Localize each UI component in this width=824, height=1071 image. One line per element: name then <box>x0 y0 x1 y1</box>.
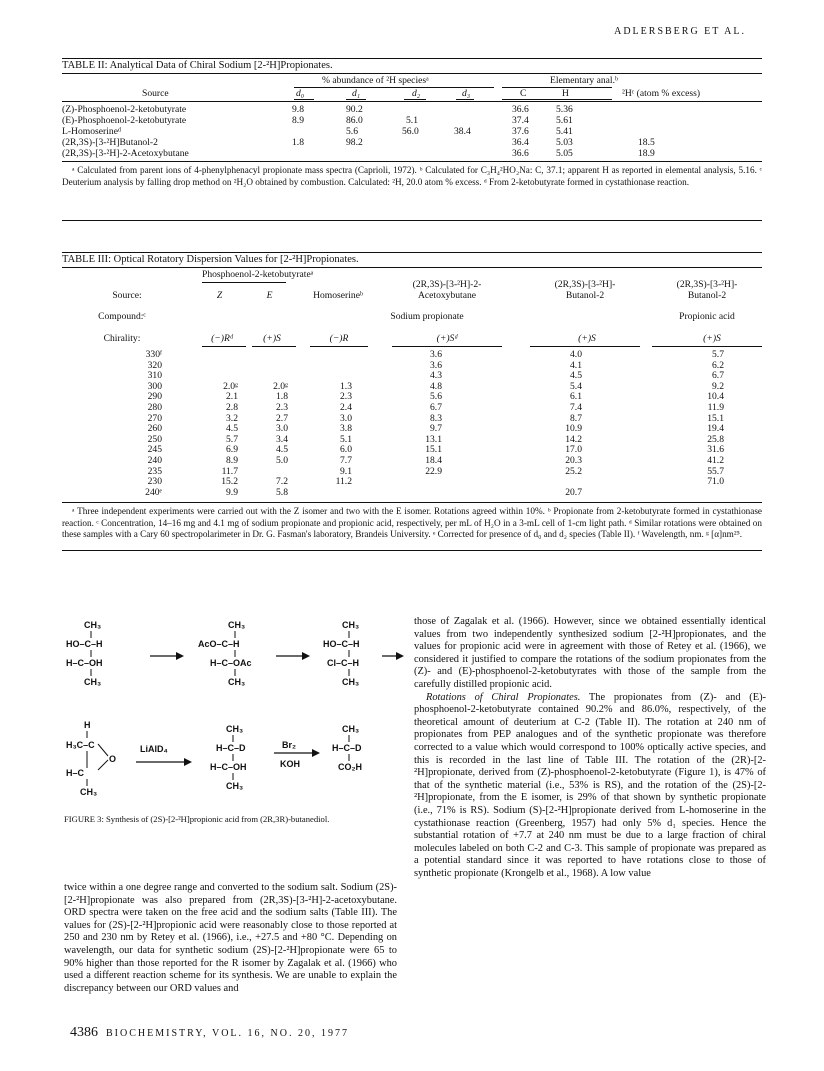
table-cell: 6.7 <box>712 370 724 382</box>
table-cell: 18.4 <box>425 454 442 466</box>
svg-text:HO–C–H: HO–C–H <box>323 639 360 649</box>
table-cell: 71.0 <box>707 476 724 488</box>
table-row <box>62 424 762 435</box>
table-cell: 4.8 <box>430 380 442 392</box>
table-3-src-butanol2-1: (2R,3S)-[3-²H]- <box>676 279 738 290</box>
table-cell: 15.1 <box>425 444 442 456</box>
table-cell: 25.8 <box>707 433 724 445</box>
table-cell: 330ᶠ <box>145 349 162 360</box>
scheme-h-c-d: H–C–D <box>216 743 246 753</box>
table-cell: 2.0ᵍ <box>273 380 288 392</box>
table-cell: 4.1 <box>570 359 582 371</box>
table-2-group-elemental: Elementary anal.ᵇ <box>550 75 618 86</box>
table-cell: 25.2 <box>565 465 582 477</box>
table-cell: 31.6 <box>707 444 724 456</box>
scheme-br2: Br₂ <box>282 740 297 750</box>
table-3-chir-acid: (+)S <box>703 333 721 344</box>
table-3-src-pep: Phosphoenol-2-ketobutyrateᵃ <box>202 269 314 280</box>
section-heading: Rotations of Chiral Propionates. <box>426 691 581 703</box>
table-cell: 9.9 <box>226 486 238 498</box>
svg-text:H–C–D: H–C–D <box>332 743 362 753</box>
scheme-aco-c-h: AcO–C–H <box>198 639 240 649</box>
table-cell: 230 <box>147 476 162 488</box>
table-cell: 8.7 <box>570 412 582 424</box>
table-cell: 3.0 <box>276 423 288 435</box>
figure-3-scheme <box>64 616 404 876</box>
table-3-src-homoserine: Homoserineᵇ <box>313 290 363 301</box>
table-cell: 4.3 <box>430 370 442 382</box>
table-row <box>62 361 762 372</box>
table-cell: 3.2 <box>226 412 238 424</box>
table-2-footnote: ᵃ Calculated from parent ions of 4-phenylphenacyl propionate mass spectra (Caprioli, 1972). ᵇ Calculated for C₃H₄²HO₂Na: C, 37.1; apparent H as reported in elemental analysis, 5.16. ᶜ Deuterium analysis by falling drop method on ²H₂O obtained by combustion. Calculated: ²H, 20.0 atom % excess. ᵈ From 2-ketobutyrate formed in cystathionase reaction. <box>62 165 762 187</box>
table-cell: 8.9 <box>226 454 238 466</box>
table-2-group-abundance: % abundance of ²H speciesᵃ <box>322 75 429 86</box>
table-row <box>62 435 762 446</box>
scheme-h-c-oh: H–C–OH <box>66 658 103 668</box>
table-cell: 3.4 <box>276 433 288 445</box>
left-paragraph: twice within a one degree range and converted to the sodium salt. Sodium (2S)-[2-²H]propionate was also prepared from (2R,3S)-[3-²H]-2-acetoxybutane. ORD spectra were taken on the free acid and the sodium salts (Table III). The values for (2S)-[2-²H]propionic acid were reasonably close to those reported at 250 and 230 nm by Retey et al. (1966), i.e., +27.5 and +80 °C. Depending on wavelength, our data for synthetic sodium (2S)-[2-²H]propionate were 65 to 90% higher than those reported for the R isomer by Zagalak et al. (1966) who used a different reaction scheme for its synthesis. We are unable to explain the discrepancy between our ORD values and <box>64 882 397 994</box>
scheme-koh: KOH <box>280 759 300 769</box>
scheme-h-top: H <box>84 720 91 730</box>
table-cell: 20.3 <box>565 454 582 466</box>
table-cell: 6.0 <box>340 444 352 456</box>
table-cell: 3.0 <box>340 412 352 424</box>
table-3-chir-acetoxy: (+)Sᵈ <box>436 333 458 344</box>
table-cell: 14.2 <box>565 433 582 445</box>
table-cell: 5.0 <box>276 454 288 466</box>
table-cell: 2.1 <box>226 391 238 403</box>
svg-text:CH₃: CH₃ <box>342 724 360 734</box>
figure-3-caption: FIGURE 3: Synthesis of (2S)-[2-²H]propionic acid from (2R,3R)-butanediol. <box>64 814 330 824</box>
table-cell: 10.4 <box>707 391 724 403</box>
table-cell: 2.4 <box>340 401 352 413</box>
table-cell: 22.9 <box>425 465 442 477</box>
table-3-src-e: E <box>266 290 273 301</box>
table-cell: 9.7 <box>430 423 442 435</box>
table-cell: 5.4 <box>570 380 582 392</box>
table-row <box>62 414 762 425</box>
table-cell: 240 <box>147 454 162 466</box>
table-3-src-label: Source: <box>112 290 142 301</box>
table-cell: 7.4 <box>570 401 582 413</box>
table-cell: 17.0 <box>565 444 582 456</box>
table-row: (2R,3S)-[3-²H]-2-Acetoxybutane 36.6 5.05 18.9 <box>62 148 655 159</box>
table-cell: 13.1 <box>425 433 442 445</box>
table-3-src-acetoxy-1: (2R,3S)-[3-²H]-2- <box>412 279 482 290</box>
table-cell: 3.6 <box>430 349 442 360</box>
table-cell: 15.1 <box>707 412 724 424</box>
table-cell: 6.2 <box>712 359 724 371</box>
table-row: (E)-Phosphoenol-2-ketobutyrate 8.9 86.0 5.1 37.4 5.61 <box>62 115 573 126</box>
table-cell: 4.5 <box>570 370 582 382</box>
table-cell: 245 <box>147 444 162 456</box>
table-2-col-source: Source <box>142 88 169 99</box>
table-cell: 11.9 <box>707 401 724 413</box>
table-3-title: TABLE III: Optical Rotatory Dispersion Values for [2-²H]Propionates. <box>62 254 359 265</box>
table-cell: 41.2 <box>707 454 724 466</box>
table-cell: 20.7 <box>565 486 582 498</box>
table-3-compound-salt: Sodium propionate <box>390 311 464 322</box>
table-cell: 5.1 <box>340 433 352 445</box>
svg-text:CH₃: CH₃ <box>226 724 244 734</box>
table-cell: 7.2 <box>276 476 288 488</box>
table-cell: 290 <box>147 391 162 403</box>
scheme-lialdh: LiAlD₄ <box>140 744 168 754</box>
table-3-chir-homoserine: (−)R <box>329 333 349 344</box>
svg-text:CH₃: CH₃ <box>226 781 244 791</box>
scheme-h-c: H–C <box>66 768 85 778</box>
table-3-compound-label: Compound:ᶜ <box>98 311 146 322</box>
right-paragraph-2: The propionates from (Z)- and (E)-phosphoenol-2-ketobutyrate contained 90.2% and 86.0%, respectively, of the theoretical amount of deuterium at C-2 (Table II). The rotation at 240 nm of propionates from PEP analogues and of the synthetic propionate was therefore corrected to a value which would correspond to 100% optically active species, and this is recorded in the last line of Table III. The rotation of the (2R)-[2-²H]propionate, derived from (Z)-phosphoenol-2-ketobutyrate (Figure 1), is 47% of that of the synthetic material (i.e., 53% is RS), and the rotation of the (2S)-[2-²H]propionate, from the E isomer, is 29% of that shown by synthetic propionate (i.e., 71% is RS). Sodium (S)-[2-²H]propionate derived from L-homoserine in the cystathionase reaction (Greenberg, 1957) had only 5% d₁ species. Hence the substantial rotation of +7.7 at 240 nm must be due to a large fraction of chiral molecules labeled on both C-2 and C-3. This sample of propionate was prepared as a potential standard since it was reported to have rotations close to those of synthetic propionate (Krongelb et al., 1968). A low value <box>414 691 766 879</box>
table-3-chirality-label: Chirality: <box>103 333 141 344</box>
right-paragraph-1: those of Zagalak et al. (1966). However, since we obtained essentially identical values from two independently synthesized sodium [2-²H]propionates, and the values for propionic acid were in agreement with those of Retey et al. (1966), we considered it justified to compare the rotations of the sodium propionates from the (Z)- and (E)-phosphoenol-2-ketobutyrates with those of the sample from the carefully distilled propionic acid. <box>414 616 766 690</box>
svg-text:H–C–OH: H–C–OH <box>210 762 247 772</box>
table-cell: 10.9 <box>565 423 582 435</box>
table-3-footnote: ᵃ Three independent experiments were carried out with the Z isomer and two with the E isomer. Rotations agreed within 10%. ᵇ Propionate from 2-ketobutyrate formed in cystathionase reaction. ᶜ Concentration, 14–16 mg and 4.1 mg of sodium propionate and propionic acid, respectively, per mL of H₂O in a 3-mL cell of 1-cm light path. ᵈ Similar rotations were obtained on these samples with a Cary 60 spectropolarimeter in Dr. G. Fasman's laboratory, Brandeis University. ᵉ Corrected for presence of d₀ and d₂ species (Table II). ᶠ Wavelength, nm. ᵍ [α]nm²⁵. <box>62 506 762 539</box>
table-cell: 2.7 <box>276 412 288 424</box>
table-3-chir-butanol: (+)S <box>578 333 596 344</box>
table-cell: 3.8 <box>340 423 352 435</box>
scheme-cl-c-h: Cl–C–H <box>327 658 360 668</box>
table-cell: 6.1 <box>570 391 582 403</box>
table-cell: 11.2 <box>335 476 352 488</box>
right-column-text <box>414 616 766 880</box>
scheme-co2h: CO₂H <box>338 762 362 772</box>
svg-text:CH₃: CH₃ <box>342 620 360 630</box>
table-3-src-butanol2-2: Butanol-2 <box>687 290 727 301</box>
table-3-src-butanol-1: (2R,3S)-[3-²H]- <box>554 279 616 290</box>
journal-citation: BIOCHEMISTRY, VOL. 16, NO. 20, 1977 <box>106 1028 349 1039</box>
scheme-ch3: CH₃ <box>228 620 246 630</box>
table-cell: 270 <box>147 412 162 424</box>
table-cell: 4.5 <box>226 423 238 435</box>
table-row <box>62 456 762 467</box>
table-cell: 280 <box>147 401 162 413</box>
scheme-h-c-oac: H–C–OAc <box>210 658 252 668</box>
scheme-o: O <box>109 754 117 764</box>
table-2-title: TABLE II: Analytical Data of Chiral Sodium [2-²H]Propionates. <box>62 60 333 71</box>
table-cell: 11.7 <box>221 465 238 477</box>
table-3-chir-z: (−)Rᵈ <box>211 333 233 344</box>
table-3-compound-acid: Propionic acid <box>679 311 735 322</box>
running-head: ADLERSBERG ET AL. <box>614 26 746 37</box>
svg-text:CH₃: CH₃ <box>342 677 360 687</box>
svg-text:CH₃: CH₃ <box>80 787 98 797</box>
table-row <box>62 350 762 361</box>
table-cell: 310 <box>147 370 162 382</box>
table-row: (2R,3S)-[3-²H]Butanol-2 1.8 98.2 36.4 5.03 18.5 <box>62 137 655 148</box>
table-3-src-acetoxy-2: Acetoxybutane <box>417 290 477 301</box>
table-2-col-d2: d₂ <box>412 88 421 99</box>
table-cell: 9.1 <box>340 465 352 477</box>
table-cell: 1.8 <box>276 391 288 403</box>
table-cell: 5.7 <box>226 433 238 445</box>
table-row: (Z)-Phosphoenol-2-ketobutyrate 9.8 90.2 36.6 5.36 <box>62 104 573 115</box>
table-cell: 3.6 <box>430 359 442 371</box>
table-cell: 7.7 <box>340 454 352 466</box>
table-row <box>62 445 762 456</box>
table-cell: 6.9 <box>226 444 238 456</box>
table-3-chir-e: (+)S <box>263 333 281 344</box>
left-column-text <box>64 882 397 995</box>
scheme-ch3: CH₃ <box>84 620 102 630</box>
page-footer <box>70 1025 349 1041</box>
table-2-col-d0: d₀ <box>296 88 305 99</box>
table-cell: 240ᵉ <box>145 486 162 498</box>
table-3-src-z: Z <box>216 290 223 301</box>
page-number: 4386 <box>70 1025 98 1040</box>
table-cell: 250 <box>147 433 162 445</box>
table-cell: 4.5 <box>276 444 288 456</box>
table-cell: 9.2 <box>712 380 724 392</box>
scheme-ch3: CH₃ <box>228 677 246 687</box>
table-2-col-c: C <box>520 88 527 99</box>
table-3-src-butanol-2: Butanol-2 <box>565 290 605 301</box>
table-cell: 4.0 <box>570 349 582 360</box>
table-row <box>62 392 762 403</box>
table-row <box>62 488 762 499</box>
table-row: L-Homoserineᵈ 5.6 56.0 38.4 37.6 5.41 <box>62 126 573 137</box>
table-row <box>62 477 762 488</box>
scheme-h3c-c: H₃C–C <box>66 740 95 750</box>
table-cell: 320 <box>147 359 162 371</box>
table-cell: 19.4 <box>707 423 724 435</box>
table-cell: 15.2 <box>221 476 238 488</box>
table-cell: 2.3 <box>340 391 352 403</box>
scheme-ch3: CH₃ <box>84 677 102 687</box>
table-cell: 6.7 <box>430 401 442 413</box>
reaction-scheme <box>64 616 404 876</box>
table-cell: 2.0ᵍ <box>223 380 238 392</box>
table-cell: 5.7 <box>712 349 724 360</box>
table-cell: 8.3 <box>430 412 442 424</box>
table-row <box>62 382 762 393</box>
table-cell: 235 <box>147 465 162 477</box>
table-row <box>62 403 762 414</box>
table-cell: 55.7 <box>707 465 724 477</box>
table-2-col-h: H <box>562 88 569 99</box>
table-2-col-2h: ²Hᶜ (atom % excess) <box>622 88 701 99</box>
table-cell: 5.8 <box>276 486 288 498</box>
table-2-col-d1: d₁ <box>352 88 361 99</box>
table-cell: 260 <box>147 423 162 435</box>
table-cell: 300 <box>147 380 162 392</box>
table-row <box>62 371 762 382</box>
table-cell: 2.8 <box>226 401 238 413</box>
table-2-col-d3: d₃ <box>462 88 471 99</box>
table-row <box>62 467 762 478</box>
table-cell: 5.6 <box>430 391 442 403</box>
table-cell: 1.3 <box>340 380 352 392</box>
scheme-ho-c-h: HO–C–H <box>66 639 103 649</box>
table-cell: 2.3 <box>276 401 288 413</box>
